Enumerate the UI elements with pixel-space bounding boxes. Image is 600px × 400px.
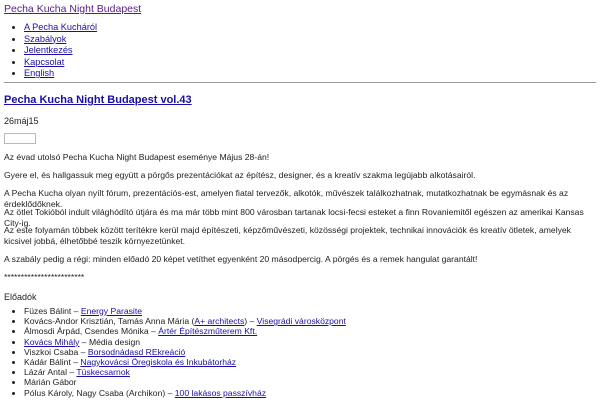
performer-item	[24, 326, 346, 336]
performer-item	[24, 306, 346, 316]
performer-item	[24, 388, 346, 398]
nav-item-english	[24, 68, 97, 80]
post-date: 26máj15	[4, 116, 39, 126]
performers-list	[0, 306, 346, 398]
performer-name: Füzes Bálint –	[24, 306, 81, 316]
performer-project-link[interactable]: 100 lakásos passzívház	[174, 387, 267, 398]
nav-item-rules	[24, 34, 97, 46]
post-paragraph: Gyere el, és hallgassuk meg együtt a pörgős prezentációkat az építész, designer, és a kreatív szakma legújabb alkotásairól.	[4, 170, 476, 180]
performer-name: Kovács-Andor Krisztián, Tamás Anna Mária (	[24, 316, 195, 327]
performer-item	[24, 347, 346, 357]
performer-item	[24, 357, 346, 367]
performer-name-link[interactable]: Kovács Mihály	[24, 336, 80, 347]
nav-link-rules[interactable]: Szabályok	[24, 33, 67, 44]
performer-project-link[interactable]: Visegrádi városközpont	[256, 316, 346, 327]
nav-link-english[interactable]: English	[24, 68, 55, 78]
nav-link-contact[interactable]: Kapcsolat	[24, 56, 65, 67]
post-paragraph: Az évad utolsó Pecha Kucha Night Budapest eseménye Május 28-án!	[4, 152, 270, 162]
performer-item	[24, 316, 346, 326]
performer-item	[24, 377, 346, 387]
performer-name: Viszkoi Csaba –	[24, 346, 88, 357]
nav-item-contact	[24, 57, 97, 69]
performer-name: Kádár Bálint –	[24, 357, 81, 368]
post-title-link[interactable]: Pecha Kucha Night Budapest vol.43	[4, 94, 192, 106]
site-title-link[interactable]: Pecha Kucha Night Budapest	[4, 3, 142, 15]
share-widget[interactable]	[4, 133, 36, 144]
performer-item	[24, 367, 346, 377]
nav-item-apply	[24, 45, 97, 57]
performer-name: Márián Gábor	[24, 377, 77, 388]
nav-link-apply[interactable]: Jelentkezés	[24, 45, 73, 55]
performer-name: Lázár Antal –	[24, 367, 77, 378]
performers-title: Előadók	[4, 292, 37, 302]
separator-stars: ************************	[4, 272, 85, 282]
post-paragraph: A Pecha Kucha olyan nyílt fórum, prezentációs-est, amelyen fiatal tervezők, alkotók, művészek találkozhatnak, mutatkozhatnak be egymásnak és az érdeklődőknek.	[4, 188, 569, 209]
performer-project-link[interactable]: Borsodnádasd REkreáció	[87, 346, 186, 357]
main-nav	[0, 22, 97, 80]
post-paragraph: A szabály pedig a régi: minden előadó 20 képet vetíthet egyenként 20 másodpercig. A pörgés és a remek hangulat garantált!	[4, 254, 478, 264]
performer-project-link[interactable]: Nagykovácsi Öregiskola és Inkubátorház	[80, 357, 237, 368]
header-divider	[4, 82, 596, 83]
post-paragraph: Az este folyamán többek között terítékre kerül majd építészeti, képzőművészeti, közösségi projektek, technikai innovációk és kreatív ötletek, amelyek kicsivel jobbá, élhetőbbé teszik környezetünket.	[4, 225, 571, 246]
performer-studio-link[interactable]: A+ architects	[194, 316, 245, 327]
performer-separator: ) –	[244, 316, 257, 327]
performer-project-link[interactable]: Ártér Építészműterem Kft.	[158, 326, 258, 337]
performer-topic: – Média design	[79, 336, 141, 347]
performer-name: Pólus Károly, Nagy Csaba (Archikon) –	[24, 387, 175, 398]
performer-name: Álmosdi Árpád, Csendes Mónika –	[24, 326, 159, 337]
nav-item-about	[24, 22, 97, 34]
nav-link-about[interactable]: A Pecha Kucháról	[24, 22, 98, 32]
performer-project-link[interactable]: Energy Parasite	[80, 306, 142, 316]
performer-project-link[interactable]: Tüskecsarnok	[76, 367, 130, 378]
performer-item	[24, 337, 346, 347]
post-paragraph: Az ötlet Tokióból indult világhódító útjára és ma már több mint 800 városban tartanak locsi-fecsi esteket a finn Rovaniemitől egészen az amerikai Kansas City-ig.	[4, 207, 584, 228]
